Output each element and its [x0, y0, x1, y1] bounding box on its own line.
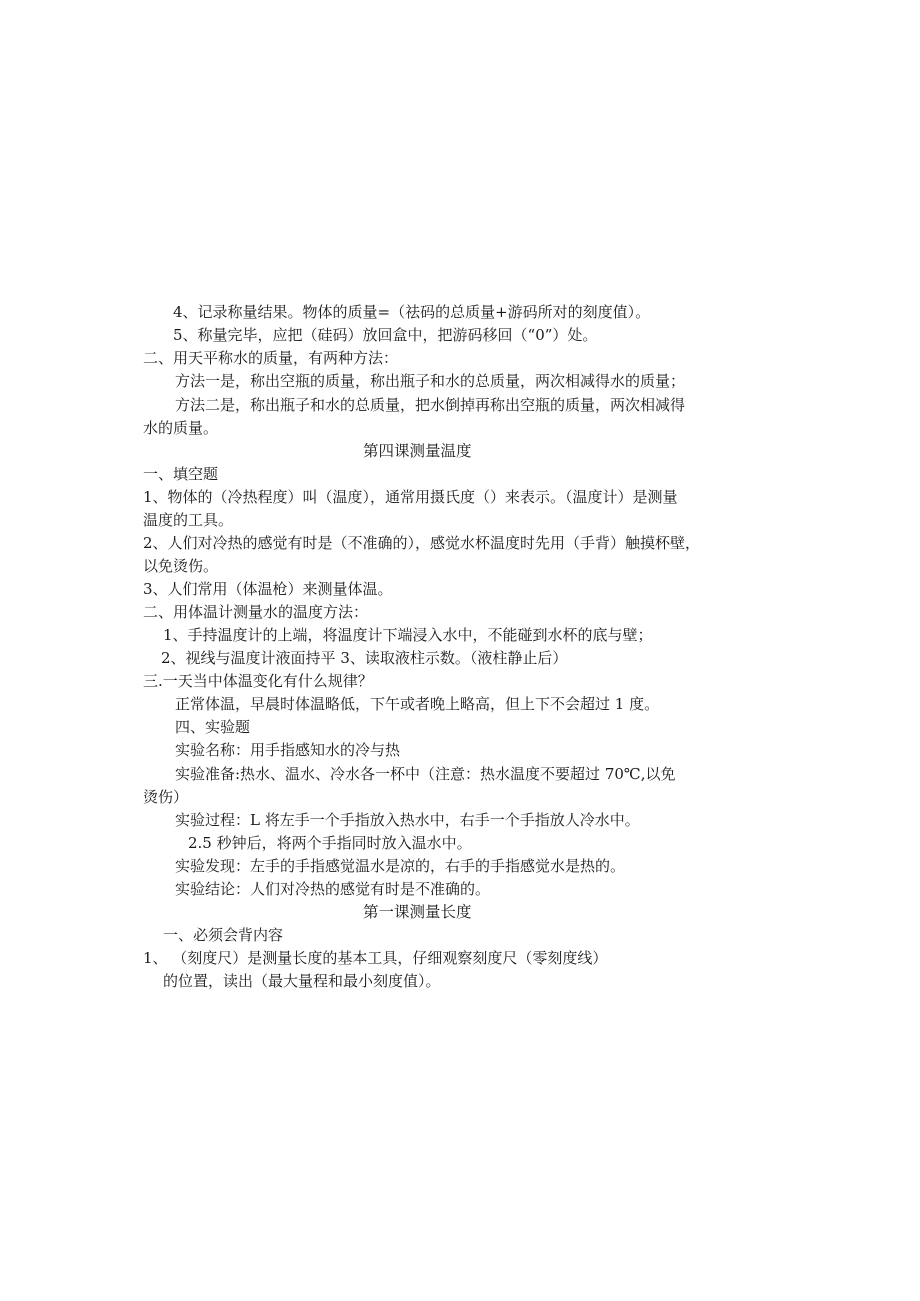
text-line-method-two: 方法二是，称出瓶子和水的总质量，把水倒掉再称出空瓶的质量，两次相减得: [175, 396, 686, 414]
text-line-fill-blank-heading: 一、填空题: [143, 465, 219, 483]
text-line-experiment-prep: 实验准备:热水、温水、冷水各一杯中（注意：热水温度不要超过 70℃,以免: [175, 765, 676, 783]
text-line-water-mass-heading: 二、用天平称水的质量，有两种方法：: [143, 349, 399, 367]
text-line-experiment-prep-cont: 烫伤）: [143, 788, 189, 806]
section-title-length: 第一课测量长度: [363, 903, 472, 921]
text-line-item-2-cont: 以免烫伤。: [143, 557, 219, 575]
text-line-experiment-heading: 四、实验题: [175, 718, 251, 736]
text-line-experiment-process-2: 2.5 秒钟后，将两个手指同时放入温水中。: [188, 834, 472, 852]
text-line-mass-record: 4、记录称量结果。物体的质量=（祛码的总质量+游码所对的刻度值）。: [173, 303, 651, 321]
text-line-item-3: 3、人们常用（体温枪）来测量体温。: [143, 580, 393, 598]
text-line-item-1: 1、物体的（冷热程度）叫（温度），通常用摄氏度（）来表示。（温度计）是测量: [143, 488, 678, 506]
text-line-body-temp-answer: 正常体温，早晨时体温略低，下午或者晚上略高，但上下不会超过 1 度。: [175, 695, 660, 713]
text-line-ruler-cont: 的位置，读出（最大量程和最小刻度值）。: [163, 972, 441, 990]
text-line-weighing-finish: 5、称量完毕，应把（硅码）放回盒中，把游码移回（“0”）处。: [173, 326, 598, 344]
text-line-experiment-finding: 实验发现：左手的手指感觉温水是凉的，右手的手指感觉水是热的。: [175, 857, 626, 875]
section-title-temperature: 第四课测量温度: [363, 442, 472, 460]
text-line-thermometer-step-1: 1、手持温度计的上端，将温度计下端浸入水中，不能碰到水杯的底与壁；: [163, 626, 653, 644]
text-line-thermometer-step-2: 2、视线与温度计液面持平 3、读取液柱示数。（液柱静止后）: [161, 649, 568, 667]
text-line-body-temp-question: 三.一天当中体温变化有什么规律？: [143, 672, 373, 690]
text-line-experiment-conclusion: 实验结论：人们对冷热的感觉有时是不准确的。: [175, 880, 491, 898]
text-line-thermometer-heading: 二、用体温计测量水的温度方法：: [143, 603, 369, 621]
text-line-experiment-name: 实验名称：用手指感知水的冷与热: [175, 741, 401, 759]
text-line-ruler: 1、 （刻度尺）是测量长度的基本工具，仔细观察刻度尺（零刻度线）: [143, 949, 608, 967]
text-line-method-two-cont: 水的质量。: [143, 419, 219, 437]
text-line-experiment-process: 实验过程：L 将左手一个手指放入热水中，右手一个手指放人冷水中。: [175, 811, 640, 829]
text-line-item-2: 2、人们对冷热的感觉有时是（不准确的），感觉水杯温度时先用（手背）触摸杯壁，: [143, 534, 701, 552]
text-line-item-1-cont: 温度的工具。: [143, 511, 234, 529]
text-line-method-one: 方法一是，称出空瓶的质量，称出瓶子和水的总质量，两次相减得水的质量；: [175, 372, 686, 390]
text-line-must-memorize: 一、必须会背内容: [163, 926, 284, 944]
